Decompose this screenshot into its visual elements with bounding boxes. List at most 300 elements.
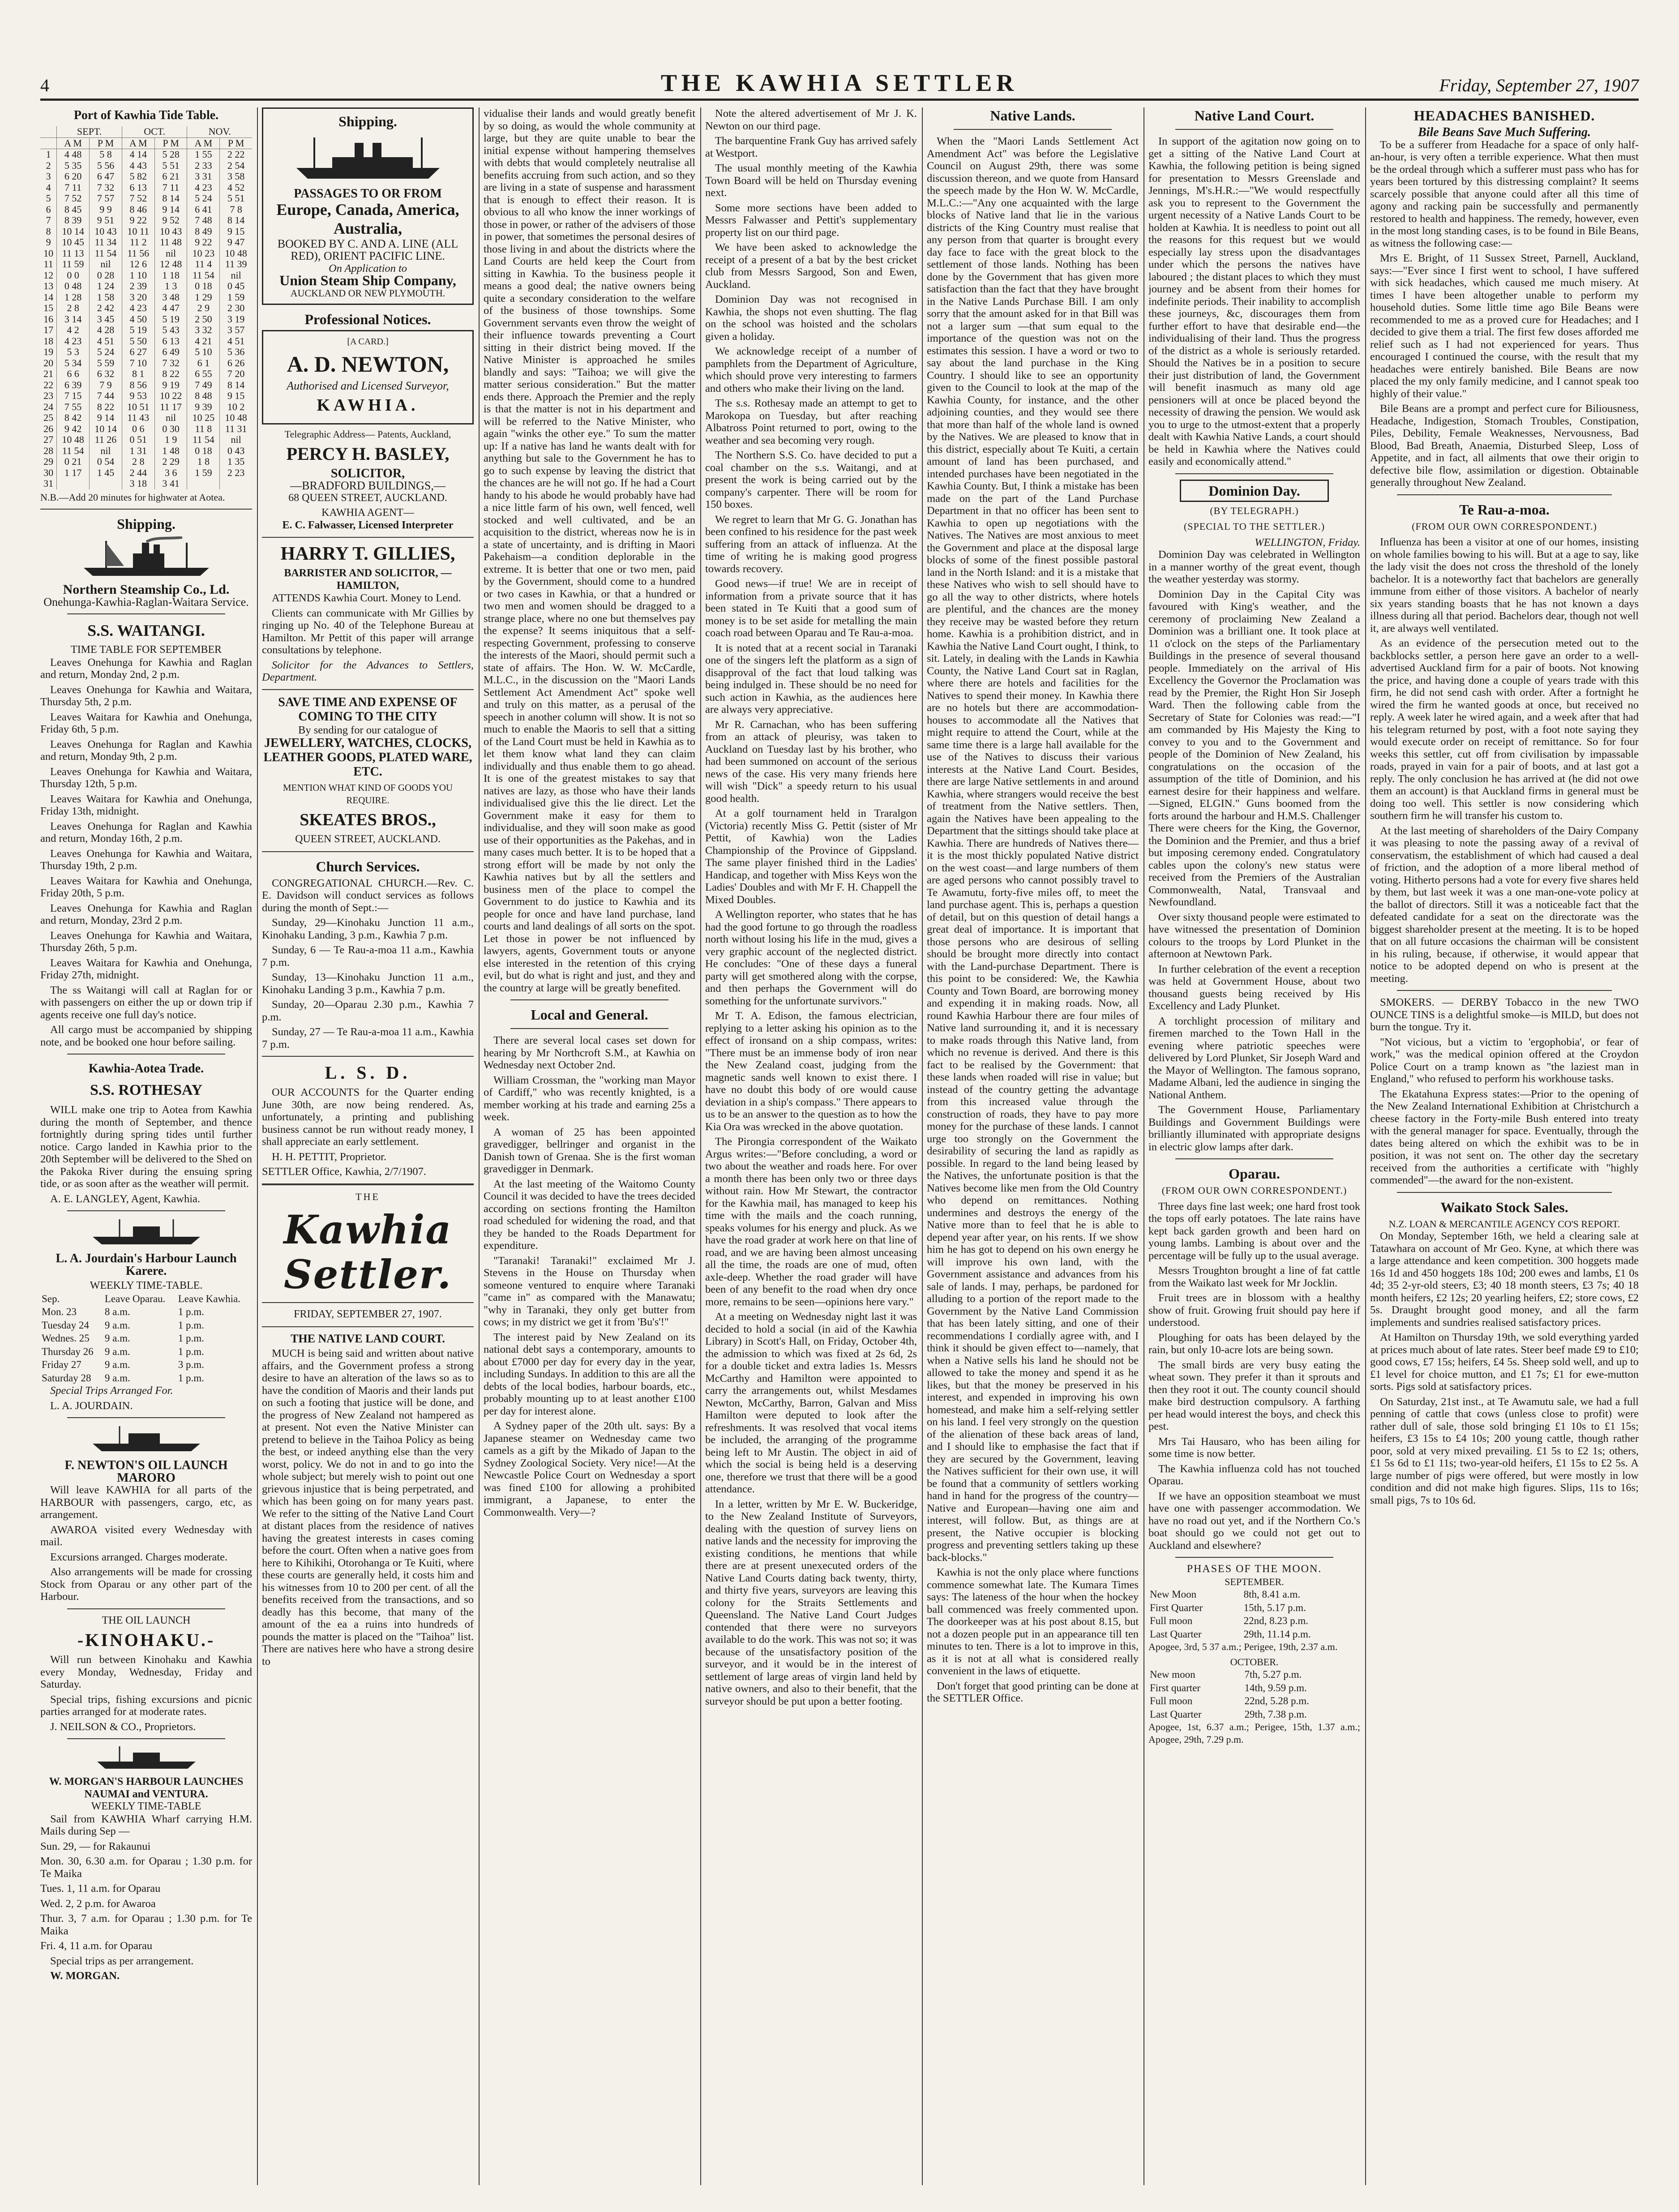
tide-time: 2 29 (154, 456, 187, 467)
tide-day: 11 (43, 258, 53, 270)
tide-time: 6 20 (57, 171, 90, 182)
column-3 (484, 107, 695, 2185)
tide-time: 0 43 (220, 446, 252, 457)
tide-time: 12 48 (154, 259, 187, 270)
tide-time: 10 14 (57, 226, 90, 237)
divider (67, 1608, 225, 1609)
dominion-place: WELLINGTON, Friday. (1255, 536, 1360, 549)
tide-time: 1 17 (57, 467, 90, 479)
tide-time: 1 3 (154, 281, 187, 292)
tide-time: 3 20 (122, 292, 154, 303)
tide-time: 10 25 (187, 412, 220, 424)
column-7 (1370, 107, 1639, 2185)
article-paragraph: Fruit trees are in blossom with a healthy show of fruit. Growing fruit should pay here if understood. (1148, 1292, 1360, 1329)
waitangi-schedule (40, 656, 252, 982)
local-item: The Pirongia correspondent of the Waikato Argus writes:—"Before concluding, a word or two about the weather and roads here. For over a month there has been only two or three days without rain. How Mr Stewart, the contractor for the Kawhia mail, has managed to keep his time with the mails and the coach running, speaks volumes for his energy and pluck. As we have the road grader at work here on that line of road, and we are having been almost unceasing all the time, the roads are one of mud, often axle-deep. Whether the road grader will have been of any benefit to the road when dry once more, remains to be seen—opinions here vary." (705, 1136, 917, 1308)
kawhia-agent: E. C. Falwasser, Licensed Interpreter (282, 519, 454, 531)
passages-heading: PASSAGES TO OR FROM (294, 187, 442, 201)
tide-time: 1 59 (187, 467, 220, 479)
rau-a-moa-heading: Te Rau-a-moa. (1459, 501, 1550, 518)
tide-time: 11 43 (122, 412, 154, 424)
tide-ampm: P M (90, 137, 122, 149)
local-item: At a golf tournament held in Traralgon (Victoria) recently Miss G. Pettit (sister of Mr Pettit, of Kawhia) won the Ladies Championship of the Province of Gippsland. The same player finished third in the Ladies' Handicap, and together with Miss Keys won the Ladies' Doubles and with Mr F. H. Chappell the Mixed Doubles. (705, 807, 917, 906)
tide-day: 12 (43, 269, 54, 281)
gillies-title: BARRISTER AND SOLICITOR, — HAMILTON, (284, 567, 452, 592)
nameplate-date: FRIDAY, SEPTEMBER 27, 1907. (294, 1308, 442, 1320)
article-paragraph: When the "Maori Lands Settlement Act Amendment Act" was before the Legislative Council on August 29th, there was some discussion thereon, and we quote from Hansard the speech made by the Hon W. W. McCardle, M.L.C.:—"Any one acquainted with the large blocks of Native land that lie in the various districts of the King Country must realise that any person from that quarter is brought every day face to face with the great block to the settlement of those lands. Nothing has been done by the Government that has given more satisfaction than the fact that they have brought in the Native Lands Purchase Bill. I am only sorry that the amount asked for in that Bill was not a larger sum —that sum equal to the importance of the question was not on the estimates this session. I have a word or two to say about the land purchase in the King Country. I should like to see an opportunity given to the Council to look at the map of the Kawhia County, for instance, and the other adjoining counties, and they would see there that more than half of the whole land is owned by the Natives. We are pleased to know that in this district, especially about Te Kuiti, a certain amount of land has been purchased, and intended purchases have been negotiated in the Kawhia County. But, I think a mistake has been made on the part of the Land Purchase Department in that no officer has been sent to Kawhia to open up negotiations with the Natives. The Natives are most anxious to meet the Government and place at the disposal large blocks of some of the finest possible pastoral land in the North Island: and it is a mistake that these Natives who wish to sell should have to go all the way to other districts, where hotels are plentiful, and the chances are the money they receive may be wasted before they return home. Kawhia is a prohibition district, and in Kawhia the Native Land Court ought, I think, to sit. Lately, in dealing with the Lands in Kawhia County, the Native Land Court sat in Raglan, where there are hotels and facilities for the Natives to spend their money. In Kawhia there are no hotels but there are accommodation-houses to accommodate all the Natives that might require to attend the Court, while at the same time there is a large hall available for the use of the Natives to discuss their various interests at the Native Land Court. Besides, there are large Native settlements in and around Kawhia, where strangers would receive the best of treatment from the Native settlers. Then, again the Natives have been appealing to the Department that the sittings should take place at Kawhia. There are hundreds of Natives there—it is the most thickly populated Native district on the west coast—and large numbers of them are aged persons who cannot possibly travel to Te Awamutu, forty-five miles off, to meet the land purchase agent. This is, perhaps a question of detail, but on this question of detail hangs a great deal of importance. It is important that those persons who are desirous of selling should be brought more directly into contact with the Land-purchase Department. There is this point to be considered: We, the Kawhia County and Town Board, are borrowing money and expending it in making roads. Now, all round Kawhia Harbour there are four miles of Native land surrounding it, and it is necessary to make roads through this Native land, from which no revenue is derived. And there is this fact to be realised by the Government: that these lands when roaded will rise in value; but instead of the country getting the advantage from this increased value through the construction of roads, they have to pay more money for the purchase of these lands. I cannot urge too strongly on the Government the desirability of securing the land as rapidly as possible. In regard to the land being leased by the Natives, the unfortunate position is that the Natives become like men from the Old Country who depend on remittances. Nothing undermines and destroys the energy of the Native more than to feel that he is able to depend year after year, on his rents. If we show him he has got to depend on his own energy he will improve his own land, with the Government assistance and advances from his sale of lands. I may, perhaps, be pardoned for alluding to a portion of the report made to the Government by the Native Land Commission that has been lately sitting, and one of their recommendations I cordially agree with, and I think it should be given effect to—namely, that when a Native sells his land he should not be allowed to take the money and spend it as he likes, but that the money be preserved in his interest, and expended in improving his own homestead, and make him a self-relying settler on his land. I feel very strongly on the question of the alienation of these back areas of land, and I should like to emphasise the fact that if they are secured by the Government, leaving the Natives sufficient for their own use, it will be found that a community of settlers working hand in hand for the progress of the country—Native and European—having one aim and interest, will follow. But, as things are at present, the Native occupier is blocking progress and preventing settlers taking up these back-blocks." (927, 135, 1139, 1564)
divider (262, 1302, 474, 1303)
tide-day: 14 (43, 291, 54, 303)
tide-time: 1 18 (154, 270, 187, 281)
tide-note: N.B.—Add 20 minutes for highwater at Aotea. (40, 491, 225, 503)
article-paragraph: On Monday, September 16th, we held a clearing sale at Tatawhara on account of Mr Geo. Kyne, at which there was a large attendance and keen competition. 300 hoggets made 16s 1d and 450 hoggets 18s 10d; 200 ewes and lambs, £1 0s 4d; 35 2-yr-old steers, £3; 40 18 month steers, £3 7s; 40 18 month heifers, £2 12s; 20 yearling heifers, £2; store cows, £2 5s. Draught brought good money, and all the farm implements and sundries realised satisfactory prices. (1370, 1230, 1639, 1329)
tide-day: 7 (46, 214, 51, 226)
tide-time: 7 52 (57, 193, 90, 204)
moon-row (1148, 1614, 1360, 1628)
weekly-col-head: Leave Kawhia. (178, 1293, 240, 1304)
tide-time: 5 8 (90, 149, 122, 160)
tide-time: 7 55 (57, 402, 90, 413)
awaroa-note: AWAROA visited every Wednesday with mail. (40, 1523, 252, 1548)
tide-time: 2 30 (220, 303, 252, 314)
local-items (484, 1034, 695, 1518)
tide-time: 3 48 (154, 292, 187, 303)
weekly-note: Special Trips Arranged For. (50, 1385, 173, 1397)
bile-beans-article (1370, 139, 1639, 489)
column-2 (262, 107, 474, 2185)
tide-time: 2 22 (220, 149, 252, 160)
tide-time: 5 3 (57, 347, 90, 358)
tide-time: nil (90, 446, 122, 457)
article-paragraph: The Kawhia influenza cold has not touched Oparau. (1148, 1462, 1360, 1487)
tide-time: 8 22 (90, 402, 122, 413)
tide-time: nil (154, 248, 187, 259)
tide-time: 8 1 (122, 369, 154, 380)
divider (510, 999, 668, 1000)
divider (1175, 473, 1333, 474)
tide-time: 3 6 (154, 467, 187, 479)
ekatahuna-item: The Ekatahuna Express states:—Prior to the opening of the New Zealand International Exhibition at Christchurch a cheese factory in the Forty-mile Bush entered into treaty with the general manager for space. Eventually, through the dates being altered on which the exhibit was to be in position, it was not sent on. The other day the secretary received from the authorities a certificate with "highly commended"—the award for the non-existent. (1370, 1088, 1639, 1186)
tide-day: 1 (46, 149, 51, 160)
column-rule (922, 107, 923, 2185)
tide-ampm: A M (122, 137, 154, 149)
divider (67, 1417, 225, 1418)
tide-time: 1 31 (122, 446, 154, 457)
tide-day: 5 (46, 193, 51, 204)
lsd-heading: L. S. D. (325, 1063, 411, 1083)
tide-time: 7 11 (57, 182, 90, 193)
aotea-heading: Kawhia-Aotea Trade. (88, 1062, 204, 1076)
tide-time: 10 23 (187, 248, 220, 259)
morgan-special: Special trips as per arrangement. (50, 1955, 194, 1967)
tide-time: 5 34 (57, 358, 90, 369)
tide-time: 1 8 (187, 456, 220, 467)
issue-date: Friday, September 27, 1907 (1439, 75, 1639, 95)
tide-time: 11 34 (90, 237, 122, 248)
weekly-row-cell: 1 p.m. (178, 1346, 204, 1357)
tide-time: 11 54 (187, 434, 220, 446)
tide-row (40, 292, 252, 303)
tide-time: 8 45 (57, 204, 90, 215)
destinations: Europe, Canada, America, Australia, (276, 200, 459, 237)
local-item: The usual monthly meeting of the Kawhia Town Board will be held on Thursday evening next. (705, 162, 917, 199)
tide-row (40, 347, 252, 358)
tide-months-row (40, 126, 252, 137)
article-paragraph: Over sixty thousand people were estimated to have witnessed the presentation of Dominion colours to the troops by Lord Plunket in the afternoon at Newtown Park. (1148, 911, 1360, 960)
skeates-name: SKEATES BROS., (300, 810, 436, 829)
tide-day: 28 (43, 445, 54, 456)
tide-time: 6 41 (187, 204, 220, 215)
morgan-sailing: Thur. 3, 7 a.m. for Oparau ; 1.30 p.m. for Te Maika (40, 1912, 252, 1937)
tide-time: 9 15 (220, 226, 252, 237)
rau-a-moa-article (1370, 536, 1639, 985)
weekly-table (40, 1292, 252, 1385)
native-land-court-heading: Native Land Court. (1194, 107, 1315, 124)
tide-day: 18 (43, 335, 54, 347)
tide-time: 0 28 (90, 270, 122, 281)
moon-row-cell: 7th, 5.27 p.m. (1244, 1669, 1302, 1680)
local-item: We acknowledge receipt of a number of pamphlets from the Department of Agriculture, which should prove very interesting to farmers and others who make their living on the land. (705, 345, 917, 394)
tide-row (40, 215, 252, 226)
lsd-text: OUR ACCOUNTS for the Quarter ending June 30th, are now being rendered. As, unfortunately, a printing and publishing business cannot be run without ready money, I shall appreciate an early settlement. (262, 1086, 474, 1148)
kinohaku-title: -KINOHAKU.- (77, 1630, 215, 1650)
local-item: The barquentine Frank Guy has arrived safely at Westport. (705, 135, 917, 159)
waitangi-sailing: Leaves Waitara for Kawhia and Onehunga, Friday 6th, 5 p.m. (40, 711, 252, 735)
moon-september-note: Apogee, 3rd, 5 37 a.m.; Perigee, 19th, 2.37 a.m. (1148, 1641, 1338, 1652)
divider (1397, 494, 1612, 495)
tide-time: 7 32 (90, 182, 122, 193)
nss-name: Northern Steamship Co., Ld. (63, 582, 230, 597)
moon-row (1148, 1668, 1360, 1681)
tide-time: 8 42 (57, 412, 90, 424)
tide-time: 1 9 (154, 434, 187, 446)
weekly-row-cell: 8 a.m. (104, 1306, 130, 1317)
tide-time: 6 26 (220, 358, 252, 369)
moon-september: SEPTEMBER. (1225, 1576, 1284, 1587)
tide-row (40, 149, 252, 160)
church-text: CONGREGATIONAL CHURCH.—Rev. C. E. Davidson will conduct services as follows during the month of Sept.:— (262, 877, 474, 914)
tide-time: 1 58 (90, 292, 122, 303)
tide-time: 0 21 (57, 456, 90, 467)
moon-row-cell: First quarter (1150, 1682, 1201, 1693)
moon-row-cell: 29th, 11.14 p.m. (1243, 1628, 1311, 1640)
tide-time: 9 53 (122, 390, 154, 402)
dominion-article (1148, 549, 1360, 1153)
tide-time: 2 8 (122, 456, 154, 467)
moon-row-cell: Full moon (1150, 1615, 1193, 1626)
column-rule (700, 107, 701, 2185)
moon-row-cell: 22nd, 8.23 p.m. (1243, 1615, 1309, 1626)
tide-time: 9 51 (90, 215, 122, 226)
tide-time: 6 1 (187, 358, 220, 369)
tide-time: 5 36 (220, 347, 252, 358)
tide-time: 2 42 (90, 303, 122, 314)
stock-sales-heading: Waikato Stock Sales. (1440, 1199, 1568, 1215)
tide-time: 7 11 (154, 182, 187, 193)
column-rule (257, 107, 258, 2185)
tide-row (40, 402, 252, 413)
tide-day: 6 (46, 203, 51, 215)
tide-time: 4 51 (220, 336, 252, 347)
waitangi-sailing: Leaves Onehunga for Kawhia and Raglan and return, Monday, 23rd 2 p.m. (40, 902, 252, 926)
tide-time: 3 41 (154, 478, 187, 489)
weekly-col-head: Sep. (42, 1293, 60, 1304)
tide-time: 5 82 (122, 171, 154, 182)
morgan-sailing: Tues. 1, 11 a.m. for Oparau (40, 1882, 161, 1895)
moon-row-cell: 14th, 9.59 p.m. (1244, 1682, 1307, 1693)
tide-time: 11 13 (57, 248, 90, 259)
tide-time: 4 43 (122, 160, 154, 171)
tide-time: 7 10 (122, 358, 154, 369)
waitangi-sailing: Leaves Onehunga for Raglan and Kawhia and return, Monday 16th, 2 p.m. (40, 820, 252, 845)
local-item: A woman of 25 has been appointed gravedigger, bellringer and organist in the Danish town of Grenaa. She is the first woman gravedigger in Denmark. (484, 1126, 695, 1175)
moon-october-note: Apogee, 1st, 6.37 a.m.; Perigee, 15th, 1.37 a.m.; Apogee, 29th, 7.29 p.m. (1148, 1721, 1360, 1745)
local-item: We regret to learn that Mr G. G. Jonathan has been confined to his residence for the past week suffering from an attack of influenza. At the time of writing he is making good progress towards recovery. (705, 513, 917, 575)
tide-time: 6 27 (122, 347, 154, 358)
tide-time: 3 32 (187, 325, 220, 336)
tide-time: 8 14 (220, 215, 252, 226)
local-item: "Taranaki! Taranaki!" exclaimed Mr J. Stevens in the House on Thursday when someone ventured to enquire where Taranaki "came in" as compared with the Manawatu; "why in Taranaki, they only get butter from cows; in my district we get it from 'Bu's'!" (484, 1254, 695, 1328)
tide-time: 10 48 (57, 434, 90, 446)
tide-month: NOV. (187, 126, 252, 137)
tide-time: 11 2 (122, 237, 154, 248)
tide-time: 12 6 (122, 259, 154, 270)
telegraphic-address: Telegraphic Address— Patents, Auckland, (284, 429, 451, 440)
rothesay-title: S.S. ROTHESAY (90, 1082, 202, 1098)
tide-time: 8 22 (154, 369, 187, 380)
divider (67, 613, 225, 614)
tide-time: 0 54 (90, 456, 122, 467)
local-item: The Northern S.S. Co. have decided to put a coal chamber on the s.s. Waitangi, and at present the work is being carried out by the company's carpenter. There will be room for 150 boxes. (705, 449, 917, 510)
local-item: Dominion Day was not recognised in Kawhia, the shops not even shutting. The flag on the school was hoisted and the scholars given a holiday. (705, 293, 917, 343)
rothesay-text: WILL make one trip to Aotea from Kawhia during the month of September, and thence fortnightly during spring tides until further notice. Cargo landed in Kawhia prior to the 20th September will be delivered to the Shed on the Pakoka River during the ensuing spring tide, or as soon after as the weather will permit. (40, 1104, 252, 1190)
tide-day: 21 (43, 368, 54, 379)
weekly-timetable-heading: WEEKLY TIME-TABLE. (90, 1280, 203, 1291)
weekly-row (40, 1332, 252, 1345)
tide-day: 24 (43, 401, 54, 412)
tide-time: 6 21 (154, 171, 187, 182)
weekly-row-cell: 9 a.m. (104, 1319, 130, 1331)
divider (1175, 1557, 1333, 1558)
tide-time: 1 28 (57, 292, 90, 303)
tide-time: 11 26 (90, 434, 122, 446)
local-item: In a letter, written by Mr E. W. Buckeridge, to the New Zealand Institute of Surveyors, dealing with the question of survey liens on native lands and the necessity for improving the existing conditions, he mentions that while there are at present unexecuted orders of the Native Land Courts dating back twenty, thirty, and thirty five years, surveyors are leaving this colony for the Straits Settlements and Queensland. The Native Land Court Judges contended that there were no surveyors available to do the work. This was not so; it was because of the unsatisfactory position of the surveyor, and it would be in the interest of settlement of large areas of virgin land held by native owners, and also to their benefit, that the surveyor should be put upon a better footing. (705, 1498, 917, 1707)
oparau-article (1148, 1200, 1360, 1552)
article-paragraph: Kawhia is not the only place where functions commence somewhat late. The Kumara Times says: The lateness of the hour when the hockey ball commenced was freely commented upon. The doorkeeper was at his post about 8.15, but not a dozen people put in an appearance till ten minutes to ten. There is a lot to improve in this, as it is not at all what is considered really convenient in the laws of etiquette. (927, 1566, 1139, 1677)
church-heading: Church Services. (316, 858, 420, 875)
tide-table (40, 126, 252, 489)
tide-row (40, 434, 252, 446)
tide-row (40, 369, 252, 380)
moon-row (1148, 1628, 1360, 1641)
nameplate-the: THE (356, 1191, 380, 1202)
shipping-heading: Shipping. (117, 516, 176, 532)
bile-beans-heading: HEADACHES BANISHED. (1413, 107, 1595, 124)
column-rule (1365, 107, 1366, 2185)
local-item: The interest paid by New Zealand on its national debt says a contemporary, amounts to about £7000 per day for every day in the year, including Sundays. In addition to this are all the debts of the local bodies, harbour boards, etc., probably mounting up to at least another £100 per day for interest alone. (484, 1331, 695, 1417)
newton-location: KAWHIA. (317, 396, 419, 415)
tide-time: 6 32 (90, 369, 122, 380)
waitangi-sailing: Leaves Waitara for Kawhia and Onehunga, Friday 13th, midnight. (40, 793, 252, 817)
skeates-address: QUEEN STREET, AUCKLAND. (295, 833, 441, 845)
tide-body (40, 149, 252, 489)
article-paragraph: Dominion Day in the Capital City was favoured with King's weather, and the ceremony of proclaiming New Zealand a Dominion was a brilliant one. It took place at 11 o'clock on the steps of the Parliamentary Buildings in the presence of several thousand people. Immediately on the arrival of His Excellency the Governor the Proclamation was read by the Premier, the Right Hon Sir Joseph Ward. Then the following cable from the Secretary of State for Colonies was read:—"I am commanded by His Majesty the King to convey to you and to the Government and people of the Dominion of New Zealand, his congratulations on the occasion of the assumption of the title of Dominion, and his earnest desire for their happiness and welfare.—Signed, ELGIN." Guns boomed from the forts around the harbour and H.M.S. Challenger There were cheers for the King, the Governor, the Dominion and the Premier, and thus a brief but imposing ceremony ended. Congratulatory cables upon the colony's new status were received from the Premiers of the Australian Commonwealth, Natal, Transvaal and Newfoundland. (1148, 588, 1360, 908)
tide-time: 7 49 (187, 380, 220, 391)
divider (1175, 129, 1333, 130)
weekly-row-cell: Mon. 23 (42, 1306, 77, 1317)
union-steamship-ad (262, 107, 474, 305)
tide-time: 6 13 (154, 336, 187, 347)
article-paragraph: Dominion Day was celebrated in Wellington in a manner worthy of the great event, though the weather yesterday was stormy. (1148, 549, 1360, 585)
weekly-row-cell: Saturday 28 (42, 1372, 91, 1384)
tide-time: 4 47 (154, 303, 187, 314)
shipping-heading: Shipping. (338, 113, 397, 129)
moon-row-cell: 8th, 8.41 a.m. (1243, 1589, 1301, 1600)
tide-time: 3 31 (187, 171, 220, 182)
gillies-text: Clients can communicate with Mr Gillies by ringing up No. 40 of the Telephone Bureau at Hamilton. Mr Pettit of this paper will arrange consultations by telephone. (262, 607, 474, 656)
tide-time: 7 9 (90, 380, 122, 391)
church-schedule (262, 917, 474, 1050)
tide-time: 7 20 (220, 369, 252, 380)
dominion-special: (SPECIAL TO THE SETTLER.) (1183, 521, 1325, 532)
tide-month: SEPT. (57, 126, 122, 137)
weekly-row-cell: Tuesday 24 (42, 1319, 89, 1331)
morgan-signature: W. MORGAN. (50, 1970, 120, 1982)
tide-time: 10 51 (122, 402, 154, 413)
dominion-heading: Dominion Day. (1208, 482, 1300, 499)
tide-time: 2 50 (187, 314, 220, 325)
basley-title: SOLICITOR, (330, 466, 405, 480)
tide-time: 5 10 (187, 347, 220, 358)
stock-sales-sub: N.Z. LOAN & MERCANTILE AGENCY CO'S REPORT. (1388, 1218, 1620, 1230)
tide-time: 3 19 (220, 314, 252, 325)
newton-card (262, 330, 474, 424)
local-heading: Local and General. (531, 1007, 648, 1023)
tide-day: 10 (43, 247, 54, 259)
tide-time: 8 39 (57, 215, 90, 226)
tide-time: 1 45 (90, 467, 122, 479)
local-item: Note the altered advertisement of Mr J. K. Newton on our third page. (705, 107, 917, 132)
tide-time (90, 478, 122, 489)
local-item: Some more sections have been added to Messrs Falwasser and Pettit's supplementary property list on our third page. (705, 201, 917, 239)
tide-time: 0 45 (220, 281, 252, 292)
tide-time: 5 24 (90, 347, 122, 358)
tide-ampm-row (40, 137, 252, 149)
divider (262, 1326, 474, 1327)
local-item: It is noted that at a recent social in Taranaki one of the singers left the platform as a sign of disapproval of the fact that loud talking was being indulged in. These should be no need for such action in Kawhia, as the audiences here are always very appreciative. (705, 642, 917, 716)
tide-time: 8 49 (187, 226, 220, 237)
article-paragraph: Don't forget that good printing can be done at the SETTLER Office. (927, 1680, 1139, 1704)
basley-address: 68 QUEEN STREET, AUCKLAND. (288, 492, 447, 504)
local-item: Mr T. A. Edison, the famous electrician, replying to a letter asking his opinion as to the effect of ironsand on a ship compass, writes: "There must be an immense body of iron near the New Zealand coast, judging from the magnetic sands well known to exist there. I have no doubt this body of ore would cause deviation in a ship's compass." There appears to us to be an answer to the question as to how the Kia Ora was wrecked in the above quotation. (705, 1010, 917, 1133)
weekly-row-cell: Wednes. 25 (42, 1333, 90, 1344)
divider (1397, 990, 1612, 991)
lead-article: MUCH is being said and written about native affairs, and the Government profess a strong desire to have an alteration of the laws so as to have the condition of Maoris and their lands put on such a footing that justice will be done, and the progress of New Zealand not hampered as at present. Not even the Native Minister can pretend to believe in the Taihoa Policy as being the best, or indeed anything else than the very worst, policy. We do not in and to go into the whole subject; but merely wish to point out one grievous injustice that is being perpetrated, and which has been going on for many years past. We refer to the sitting of the Native Land Court at distant places from the residence of natives having the greatest interests in cases coming before the court. Often when a native goes from here to Kihikihi, Otorohanga or Te Kuiti, where these courts are generally held, it costs him and his witnesses from 10 to 200 per cent. of all the benefits received from the transactions, and so deadly has this become, that many of the amount of the ea a ruins into hundreds of pounds the matter is placed on the "Taihoa" list. There are natives here who have a strong desire to (262, 1347, 474, 1668)
divider (954, 129, 1112, 130)
tide-time: 9 15 (220, 390, 252, 402)
church-service: Sunday, 20—Oparau 2.30 p.m., Kawhia 7 p.m. (262, 999, 474, 1023)
tide-row (40, 412, 252, 424)
tide-time: 10 14 (90, 424, 122, 435)
tide-ampm: P M (220, 137, 252, 149)
local-item: William Crossman, the "working man Mayor of Cardiff," who was recently knighted, is a member working at his trade and earning 25s a week. (484, 1074, 695, 1123)
tide-day: 2 (46, 159, 51, 171)
tide-time: 9 19 (154, 380, 187, 391)
excursions-note: Excursions arranged. Charges moderate. (50, 1551, 228, 1563)
local-item: At the last meeting of the Waitomo County Council it was decided to have the trees decided according on sections fronting the Hamilton road scheduled for widening the road, and that they be handed to the Roads Department for expenditure. (484, 1178, 695, 1252)
moon-row (1148, 1708, 1360, 1721)
waitangi-sailing: Leaves Onehunga for Kawhia and Waitara, Thursday 12th, 5 p.m. (40, 765, 252, 790)
union-locations: AUCKLAND OR NEW PLYMOUTH. (290, 287, 445, 299)
article-paragraph: Three days fine last week; one hard frost took the tops off early potatoes. The late rains have kept back garden growth and been hard on young lambs. Lambing is about over and the percentage will be fully up to the usual average. (1148, 1200, 1360, 1262)
tide-day: 4 (46, 181, 51, 193)
waitangi-note: All cargo must be accompanied by shipping note, and be booked one hour before sailing. (40, 1024, 252, 1048)
column-4 (705, 107, 917, 2185)
tide-time: 3 18 (122, 478, 154, 489)
tide-day: 29 (43, 456, 54, 467)
tide-time: 8 14 (220, 380, 252, 391)
tide-time: 9 52 (154, 215, 187, 226)
save-heading: SAVE TIME AND EXPENSE OF COMING TO THE CITY (278, 695, 458, 724)
tide-time: 10 48 (220, 248, 252, 259)
tide-time: 8 56 (122, 380, 154, 391)
rau-a-moa-sub: (FROM OUR OWN CORRESPONDENT.) (1412, 520, 1597, 532)
tide-time: 6 55 (187, 369, 220, 380)
tide-time: 0 18 (187, 446, 220, 457)
liner-icon (292, 134, 444, 183)
tide-time: 11 31 (220, 424, 252, 435)
tide-row (40, 171, 252, 182)
gillies-solicitor: Solicitor for the Advances to Settlers, Department. (262, 659, 474, 683)
weekly-row (40, 1319, 252, 1332)
weekly-row-cell: 1 p.m. (178, 1306, 204, 1317)
waitangi-sailing: Leaves Waitara for Kawhia and Onehunga, Friday 27th, midnight. (40, 956, 252, 981)
tide-time: nil (220, 270, 252, 281)
paper-title: THE KAWHIA SETTLER (660, 69, 1019, 96)
article-paragraph: The Government House, Parliamentary Buildings and Government Buildings were brilliantly illuminated with appropriate designs in electric glow lamps after dark. (1148, 1104, 1360, 1153)
tide-time: 10 43 (90, 226, 122, 237)
tide-time: 7 48 (187, 215, 220, 226)
tide-row (40, 204, 252, 215)
local-items-continued (705, 107, 917, 1707)
column-rule (479, 107, 480, 2185)
lsd-signature: H. H. PETTIT, Proprietor. (272, 1150, 387, 1163)
tide-time: 1 10 (122, 270, 154, 281)
smokers-ad: SMOKERS. — DERBY Tobacco in the new TWO OUNCE TINS is a delightful smoke—is MILD, but does not burn the tongue. Try it. (1370, 996, 1639, 1033)
tide-time: 5 19 (122, 325, 154, 336)
tide-row (40, 467, 252, 479)
tide-day: 20 (43, 357, 54, 369)
save-items: JEWELLERY, WATCHES, CLOCKS, LEATHER GOODS, PLATED WARE, ETC. (263, 736, 472, 779)
weekly-row-cell: 3 p.m. (178, 1359, 204, 1370)
tide-time: 1 35 (220, 456, 252, 467)
tide-time: 9 22 (122, 215, 154, 226)
tide-time: 1 48 (154, 446, 187, 457)
article-paragraph: A torchlight procession of military and firemen marched to the Town Hall in the evening where patriotic speeches were delivered by Lord Plunket, Sir Joseph Ward and the Mayor of Wellington. The famous soprano, Madame Albani, led the audience in singing the National Anthem. (1148, 1015, 1360, 1101)
moon-row-cell: 22nd, 5.28 p.m. (1244, 1695, 1309, 1706)
lsd-office: SETTLER Office, Kawhia, 2/7/1907. (262, 1166, 426, 1178)
tide-time: 5 35 (57, 160, 90, 171)
lead-article-continued: vidualise their lands and would greatly benefit by so doing, as would the whole community at large, but they are quite unable to bear the initial expense without hampering themselves with debts that would completely neutralise all benefits accruing from such action, and so they are living in a state of suspense and harassment that is enough to effect their reason. It is obvious to all who know the inner workings of those in power, or rather of the advisers of those in power, that sometimes the personal desires of those living in and about the districts where the Land Courts are held keep the Court from sitting in Kawhia. To the business people it means a good deal; the native owners being quite a secondary consideration to the welfare of the business of those townships. Some Government servants even throw the weight of their influence towards preventing a Court sitting in their district being moved. If the Native Minister is approached he smiles blandly and says: "Taihoa; we will give the matter serious consideration." But the matter ends there. Approach the Premier and the reply is that the matter is not in his department and will be referred to the Native Minister, who again "winks the other eye." To sum the matter up: If a native has land he wants dealt with for anything but sale to the Government he has to go to such expense by leaving the district that the chances are he will not go. If he had a Court handy to his abode he would probably have had a nice little farm of his own, well fenced, well stocked and well cultivated, and be an acquisition to the district, whereas now he is in a state of uncertainty, and is drifting in Maori Pakehaism—a condition deplorable in the extreme. It is better that one or two men, paid by the Government, should come to a hundred or two cases in Kawhia, or that a hundred or two men and women should be dragged to a strange place, where no one but themselves pay the expense? It seems iniquitous that a self-respecting Government, professing to conserve the interests of the Maori, should permit such a state of affairs. The Hon. W. W. McCardle, M.L.C., in the discussion on the "Maori Lands Settlement Act Amendment Act" spoke well and truly on this matter, as a perusal of the speech in another column will show. It is not so much to enable the Maoris to sell that a sitting of the Land Court must be held in Kawhia as to let them know what land they can claim individually and thus enable them to go ahead. It is one of the greatest mistakes to say that natives are lazy, as those who have their lands individualised give this the lie direct. Let the Government make it easy for them to individualise, and they will soon make as good use of their opportunities as the Pakehas, and in many cases much better. It is to be hoped that a strong effort will be made by not only the Kawhia natives but by all the settlers and business men of the place to compel the Government to do justice to Kawhia and its people for once and have land purchase, land courts and land dealings of all sorts on the spot. Let those in power be not influenced by lawyers, agents, Government touts or anyone else interested in the retention of this crying evil, but do what is right and just, and they and the country at large will be greatly benefited. (484, 107, 695, 994)
tide-time: 5 19 (154, 314, 187, 325)
tide-row (40, 281, 252, 292)
article-paragraph: Messrs Troughton brought a line of fat cattle from the Waikato last week for Mr Jocklin. (1148, 1265, 1360, 1289)
weekly-signature: L. A. JOURDAIN. (50, 1399, 133, 1412)
local-item: A Wellington reporter, who states that he has had the good fortune to go through the roadless north without losing his life in the mud, gives a very graphic account of the neglected district. He concludes: "One of these days a funeral party will get smothered along with the corpse, and then perhaps the Government will do something for the unfortunate survivors." (705, 909, 917, 1007)
newton-launch-text: Will leave KAWHIA for all parts of the HARBOUR with passengers, cargo, etc, as arrangement. (40, 1484, 252, 1521)
divider (67, 1054, 225, 1055)
local-item: We have been asked to acknowledge the receipt of a present of a bat by the best cricket club from Messrs Sargood, Son and Ewen, Auckland. (705, 241, 917, 291)
